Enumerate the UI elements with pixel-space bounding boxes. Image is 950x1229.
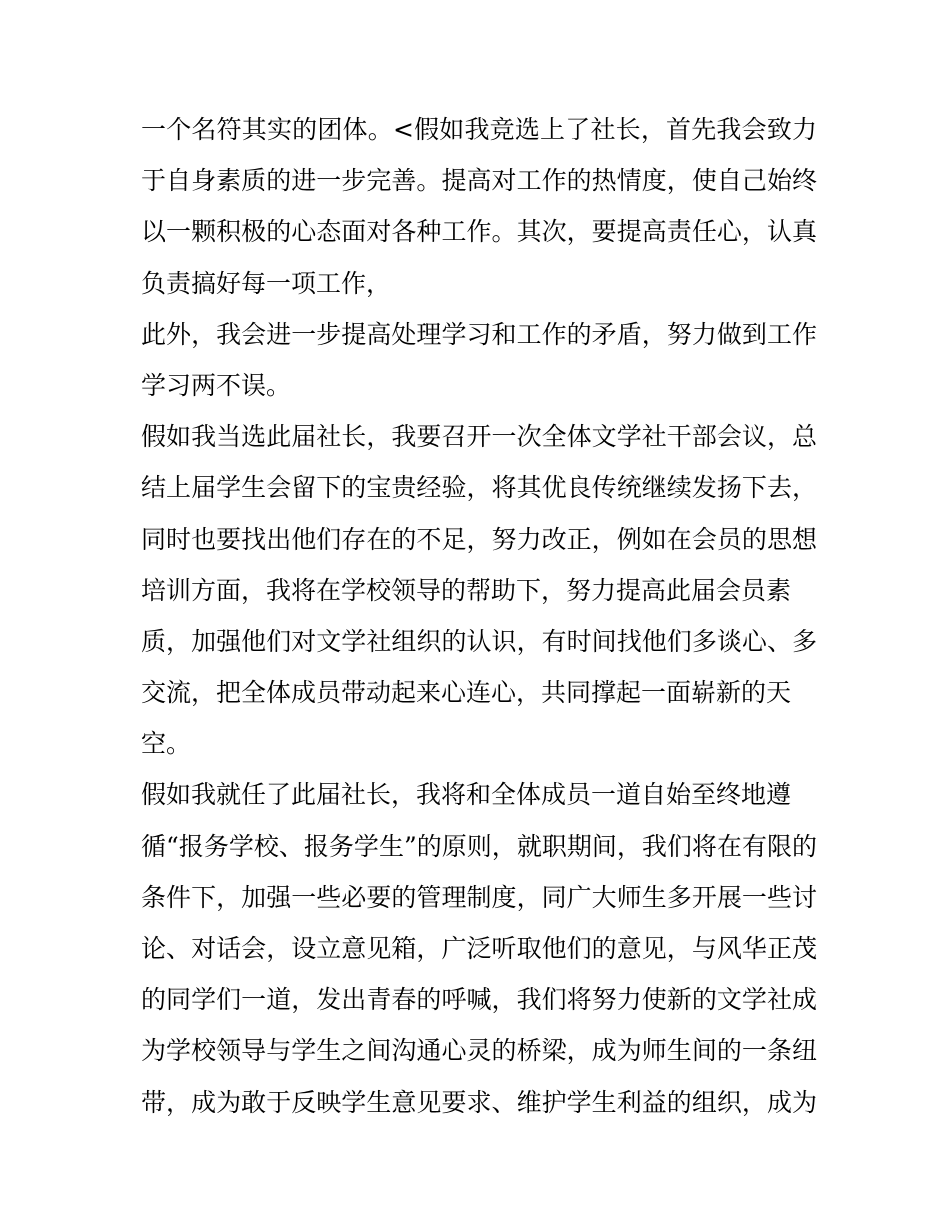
text-line: 为学校领导与学生之间沟通心灵的桥梁，成为师生间的一条纽 bbox=[141, 1036, 817, 1066]
text-line: 的同学们一道，发出青春的呼喊，我们将努力使新的文学社成 bbox=[141, 985, 817, 1015]
text-line: 带，成为敢于反映学生意见要求、维护学生利益的组织，成为 bbox=[141, 1087, 817, 1117]
text-line: 条件下，加强一些必要的管理制度，同广大师生多开展一些讨 bbox=[141, 882, 817, 912]
text-line: 学习两不误。 bbox=[141, 370, 292, 400]
text-line: 负责搞好每一项工作， bbox=[141, 268, 392, 298]
text-line: 论、对话会，设立意见箱，广泛听取他们的意见，与风华正茂 bbox=[141, 934, 817, 963]
text-line: 假如我当选此届社长，我要召开一次全体文学社干部会议，总 bbox=[141, 422, 817, 452]
body-text bbox=[141, 104, 817, 1128]
text-line: 培训方面，我将在学校领导的帮助下，努力提高此届会员素 bbox=[141, 575, 792, 605]
text-line: 循“报务学校、报务学生”的原则，就职期间，我们将在有限的 bbox=[141, 831, 817, 861]
text-line: 一个名符其实的团体。<假如我竞选上了社长，首先我会致力 bbox=[141, 115, 817, 144]
text-line: 假如我就任了此届社长，我将和全体成员一道自始至终地遵 bbox=[141, 780, 792, 810]
text-line: 同时也要找出他们存在的不足，努力改正，例如在会员的思想 bbox=[141, 524, 817, 554]
text-line: 此外，我会进一步提高处理学习和工作的矛盾，努力做到工作 bbox=[141, 319, 817, 349]
text-line: 质，加强他们对文学社组织的认识，有时间找他们多谈心、多 bbox=[141, 626, 817, 656]
text-line: 交流，把全体成员带动起来心连心，共同撑起一面崭新的天 bbox=[141, 678, 792, 708]
text-line: 空。 bbox=[141, 729, 192, 759]
text-line: 于自身素质的进一步完善。提高对工作的热情度，使自己始终 bbox=[141, 166, 817, 196]
text-line: 结上届学生会留下的宝贵经验，将其优良传统继续发扬下去， bbox=[141, 473, 817, 503]
text-line: 以一颗积极的心态面对各种工作。其次，要提高责任心，认真 bbox=[141, 217, 817, 247]
